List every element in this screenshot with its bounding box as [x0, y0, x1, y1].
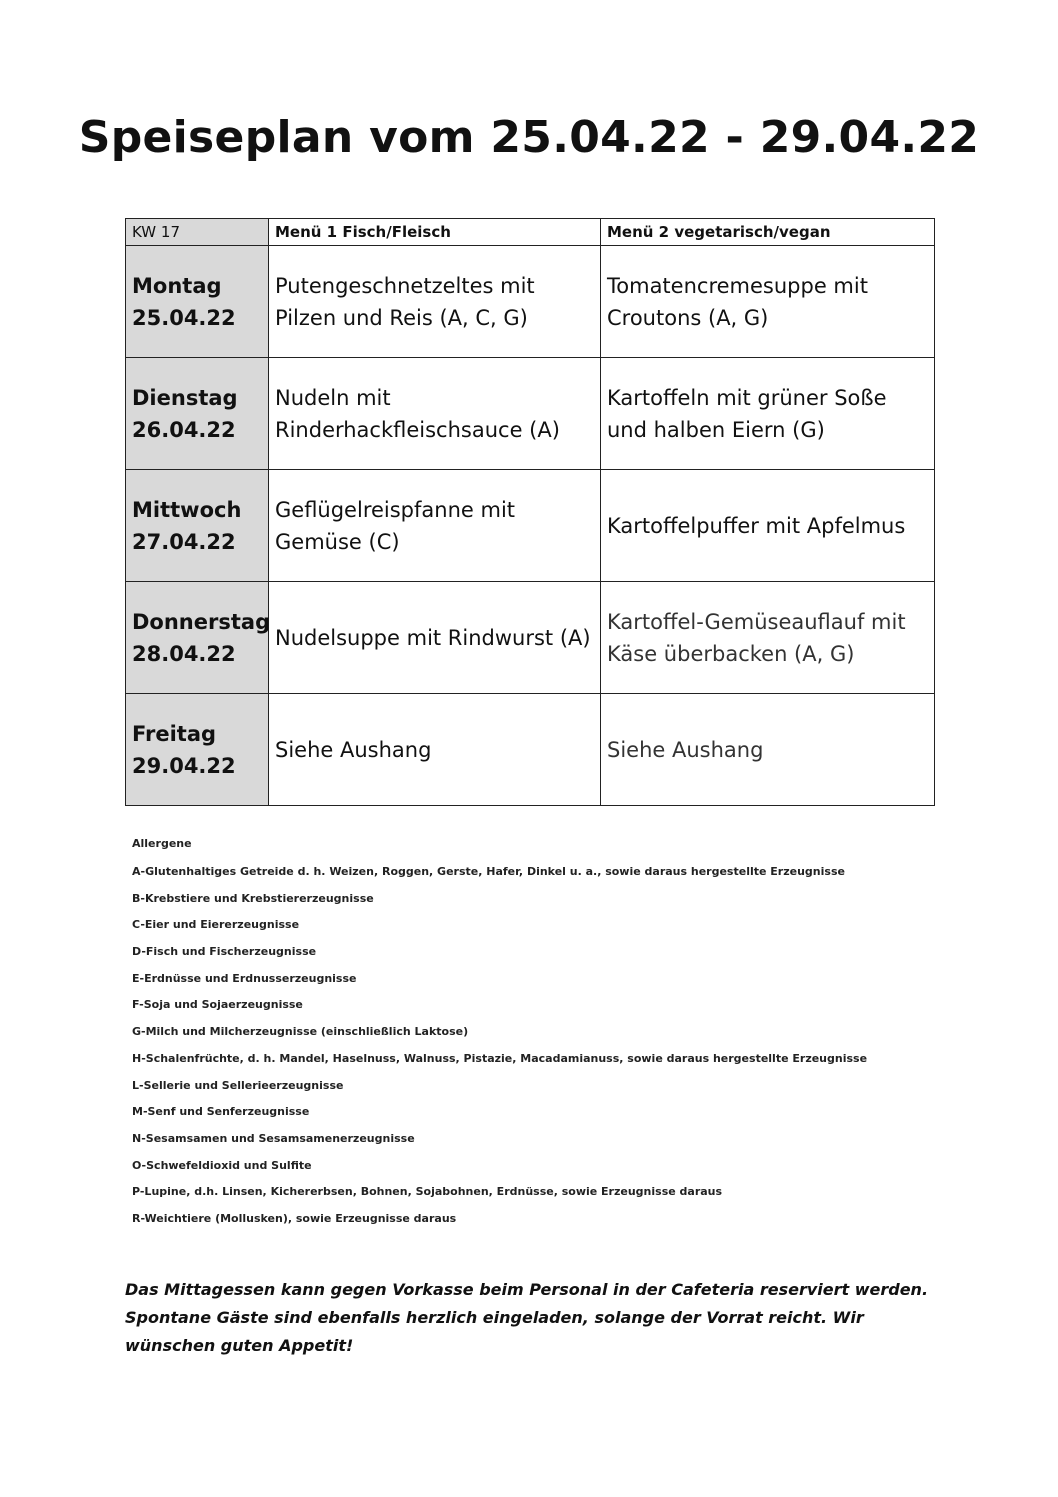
day-date: 25.04.22 [132, 305, 236, 330]
day-name: Montag [132, 273, 222, 298]
day-cell [126, 246, 269, 358]
day-name: Dienstag [132, 385, 238, 410]
table-row [126, 582, 935, 694]
day-cell [126, 470, 269, 582]
menu1-cell: Siehe Aushang [269, 694, 601, 806]
day-name: Donnerstag [132, 609, 271, 634]
allergen-item: C-Eier und Eiererzeugnisse [132, 918, 300, 932]
menu2-cell: Tomatencremesuppe mit Croutons (A, G) [601, 246, 935, 358]
allergen-item: B-Krebstiere und Krebstiererzeugnisse [132, 891, 374, 905]
allergen-item: G-Milch und Milcherzeugnisse (einschließlich Laktose) [132, 1025, 469, 1039]
menu2-cell: Kartoffeln mit grüner Soße und halben Eiern (G) [601, 358, 935, 470]
allergen-item: O-Schwefeldioxid und Sulfite [132, 1158, 312, 1172]
page-title: Speiseplan vom 25.04.22 - 29.04.22 [78, 112, 980, 163]
day-date: 28.04.22 [132, 641, 236, 666]
menu1-cell: Putengeschnetzeltes mit Pilzen und Reis (A, C, G) [269, 246, 601, 358]
menu2-cell: Kartoffel-Gemüseauflauf mit Käse überbacken (A, G) [601, 582, 935, 694]
day-name: Mittwoch [132, 497, 242, 522]
allergen-item: H-Schalenfrüchte, d. h. Mandel, Haselnuss, Walnuss, Pistazie, Macadamianuss, sowie daraus hergestellte Erzeugnisse [132, 1051, 868, 1065]
day-cell [126, 358, 269, 470]
menu2-header: Menü 2 vegetarisch/vegan [601, 219, 935, 246]
day-cell [126, 694, 269, 806]
week-label: KW 17 [126, 219, 269, 246]
table-row [126, 694, 935, 806]
menu1-header: Menü 1 Fisch/Fleisch [269, 219, 601, 246]
allergen-heading: Allergene [132, 837, 192, 850]
allergen-item: P-Lupine, d.h. Linsen, Kichererbsen, Bohnen, Sojabohnen, Erdnüsse, sowie Erzeugnisse daraus [132, 1185, 723, 1199]
footer-note: Das Mittagessen kann gegen Vorkasse beim Personal in der Cafeteria reserviert werden. Spontane Gäste sind ebenfalls herzlich eingeladen, solange der Vorrat reicht. Wir wünschen guten Appetit! [125, 1280, 929, 1355]
day-date: 27.04.22 [132, 529, 236, 554]
allergen-item: F-Soja und Sojaerzeugnisse [132, 998, 303, 1012]
allergen-item: D-Fisch und Fischerzeugnisse [132, 945, 317, 959]
day-name: Freitag [132, 721, 217, 746]
allergen-item: L-Sellerie und Sellerieerzeugnisse [132, 1078, 344, 1092]
allergen-list [132, 837, 952, 1233]
allergen-item: R-Weichtiere (Mollusken), sowie Erzeugnisse daraus [132, 1211, 457, 1225]
allergen-item: M-Senf und Senferzeugnisse [132, 1105, 310, 1119]
day-cell [126, 582, 269, 694]
menu2-cell: Kartoffelpuffer mit Apfelmus [601, 470, 935, 582]
table-row [126, 358, 935, 470]
allergen-item: E-Erdnüsse und Erdnusserzeugnisse [132, 971, 357, 985]
day-date: 29.04.22 [132, 753, 236, 778]
day-date: 26.04.22 [132, 417, 236, 442]
menu1-cell: Nudeln mit Rinderhackfleischsauce (A) [269, 358, 601, 470]
menu1-cell: Geflügelreispfanne mit Gemüse (C) [269, 470, 601, 582]
menu-table [125, 218, 935, 806]
table-row [126, 246, 935, 358]
table-row [126, 470, 935, 582]
allergen-item: A-Glutenhaltiges Getreide d. h. Weizen, Roggen, Gerste, Hafer, Dinkel u. a., sowie daraus hergestellte Erzeugnisse [132, 865, 845, 878]
table-header-row [126, 219, 935, 246]
menu1-cell: Nudelsuppe mit Rindwurst (A) [269, 582, 601, 694]
menu2-cell: Siehe Aushang [601, 694, 935, 806]
allergen-item: N-Sesamsamen und Sesamsamenerzeugnisse [132, 1131, 415, 1145]
